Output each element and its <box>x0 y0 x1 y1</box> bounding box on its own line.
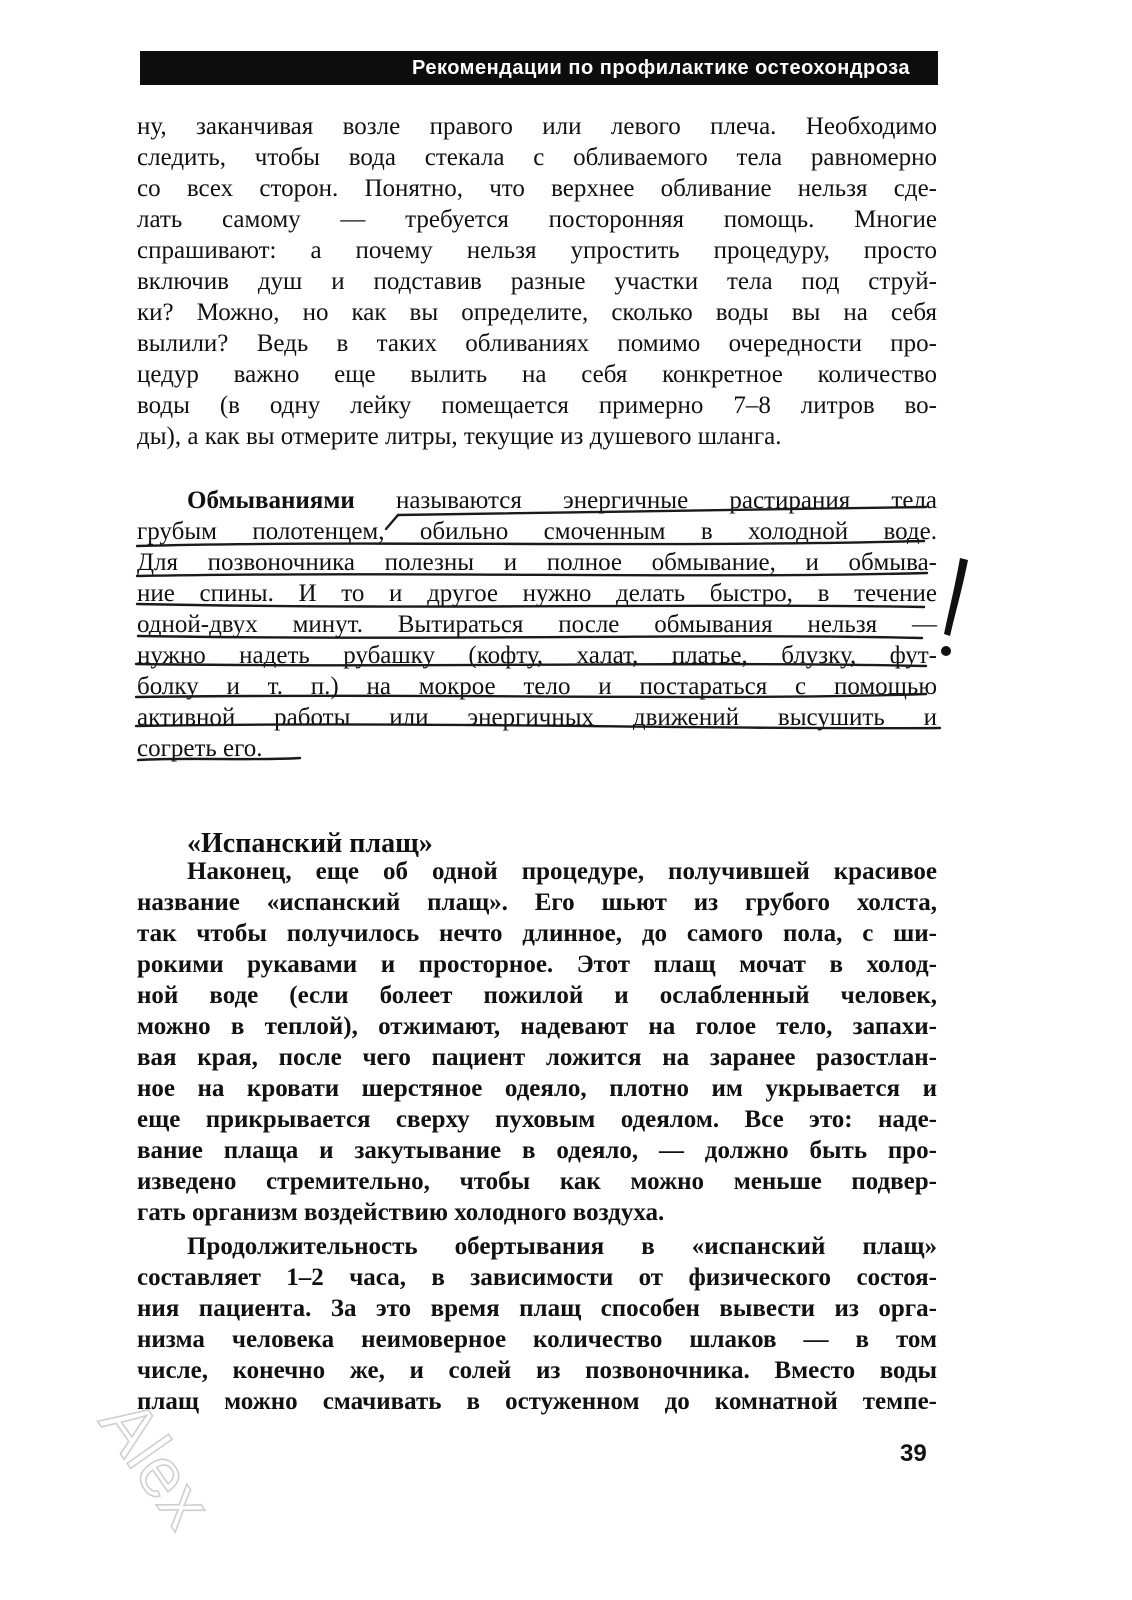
page-number: 39 <box>900 1440 927 1467</box>
body-line: одной-двух минут. Вытираться после обмывания нельзя — <box>137 611 937 638</box>
body-line: рокими рукавами и просторное. Этот плащ мочат в холод- <box>137 951 937 978</box>
body-line: изведено стремительно, чтобы как можно меньше подвер- <box>137 1168 937 1195</box>
body-line: вая края, после чего пациент ложится на заранее разостлан- <box>137 1044 937 1071</box>
body-line: можно в теплой), отжимают, надевают на голое тело, запахи- <box>137 1013 937 1040</box>
body-line: так чтобы получилось нечто длинное, до самого пола, с ши- <box>137 920 937 947</box>
body-line: ния пациента. За это время плащ способен вывести из орга- <box>137 1295 937 1322</box>
watermark-text: Alex <box>85 1385 228 1542</box>
body-line: со всех сторон. Понятно, что верхнее обливание нельзя сде- <box>137 175 937 202</box>
body-line: ное на кровати шерстяное одеяло, плотно им укрывается и <box>137 1075 937 1102</box>
body-line: активной работы или энергичных движений высушить и <box>137 704 937 731</box>
body-line: лать самому — требуется посторонняя помощь. Многие <box>137 206 937 233</box>
body-line: гать организм воздействию холодного воздуха. <box>137 1199 665 1226</box>
term-bold: Обмываниями <box>187 487 355 514</box>
body-line: нужно надеть рубашку (кофту, халат, платье, блузку, фут- <box>137 642 937 669</box>
body-line: вылили? Ведь в таких обливаниях помимо очередности про- <box>137 330 937 357</box>
body-line: название «испанский плащ». Его шьют из грубого холста, <box>137 889 937 916</box>
body-line: спрашивают: а почему нельзя упростить процедуру, просто <box>137 237 937 264</box>
watermark-logo <box>60 1370 240 1570</box>
body-line: числе, конечно же, и солей из позвоночника. Вместо воды <box>137 1357 937 1384</box>
body-line: ки? Можно, но как вы определите, сколько воды вы на себя <box>137 299 937 326</box>
body-line: ние спины. И то и другое нужно делать быстро, в течение <box>137 580 937 607</box>
body-line: составляет 1–2 часа, в зависимости от физического состоя- <box>137 1264 937 1291</box>
body-line: плащ можно смачивать в остуженном до комнатной темпе- <box>137 1388 937 1415</box>
body-line: включив душ и подставив разные участки тела под струй- <box>137 268 937 295</box>
body-line: ной воде (если болеет пожилой и ослабленный человек, <box>137 982 937 1009</box>
body-line: Наконец, еще об одной процедуре, получившей красивое <box>187 858 937 885</box>
body-line: низма человека неимоверное количество шлаков — в том <box>137 1326 937 1353</box>
body-line: воды (в одну лейку помещается примерно 7–8 литров во- <box>137 392 937 419</box>
body-line: грубым полотенцем, обильно смоченным в холодной воде. <box>137 518 937 545</box>
exclamation-dot <box>941 646 951 656</box>
body-line: ды), а как вы отмерите литры, текущие из душевого шланга. <box>137 423 782 450</box>
exclamation-stroke <box>944 558 968 636</box>
body-line: согреть его. <box>137 735 263 762</box>
body-line-first <box>187 485 937 516</box>
body-line: следить, чтобы вода стекала с обливаемого тела равномерно <box>137 144 937 171</box>
body-line: Продолжительность обертывания в «испанский плащ» <box>187 1233 937 1260</box>
running-header-title: Рекомендации по профилактике остеохондроза <box>411 57 910 79</box>
body-line: вание плаща и закутывание в одеяло, — должно быть про- <box>137 1137 937 1164</box>
body-text: называются энергичные растирания тела <box>354 487 937 514</box>
body-line: цедур важно еще вылить на себя конкретное количество <box>137 361 937 388</box>
body-line: Для позвоночника полезны и полное обмывание, и обмыва- <box>137 549 937 576</box>
body-line: болку и т. п.) на мокрое тело и постараться с помощью <box>137 673 937 700</box>
body-line: еще прикрывается сверху пуховым одеялом. Все это: наде- <box>137 1106 937 1133</box>
section-heading: «Испанский плащ» <box>187 828 433 859</box>
body-line: ну, заканчивая возле правого или левого плеча. Необходимо <box>137 113 937 140</box>
